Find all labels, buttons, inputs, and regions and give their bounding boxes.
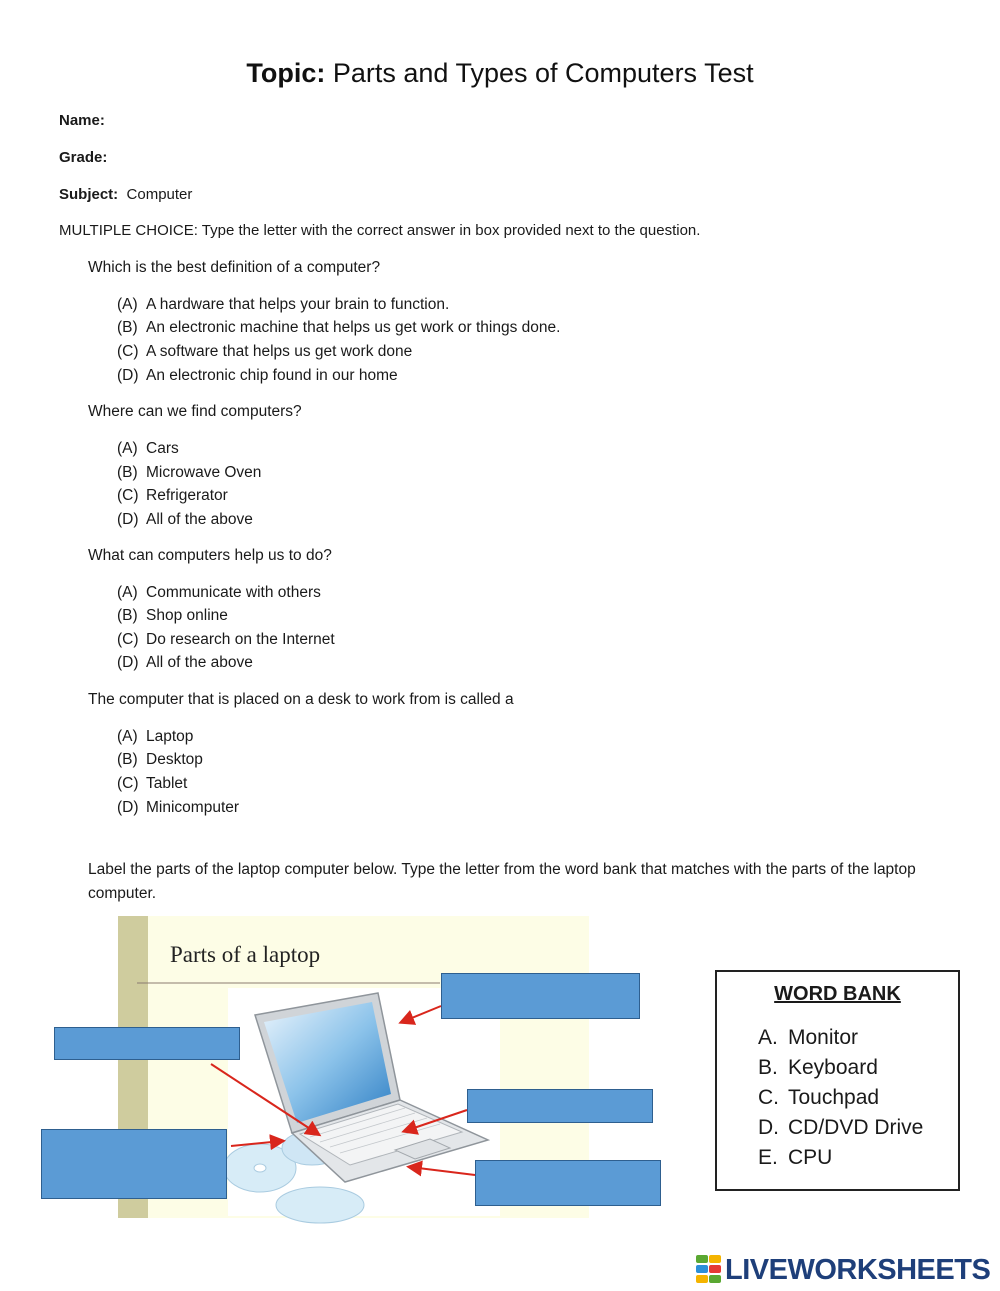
word-bank-letter: E. [758,1146,778,1169]
option-letter: (D) [117,799,139,816]
word-bank-list [758,1023,923,1173]
word-bank [715,970,960,1191]
word-bank-letter: B. [758,1056,778,1079]
answer-box-1[interactable] [441,973,640,1019]
question-2: Where can we find computers? [88,403,302,420]
option-text: Communicate with others [146,584,321,601]
word-bank-text: Touchpad [788,1086,880,1109]
option-letter: (D) [117,511,139,528]
option-letter: (C) [117,775,139,792]
option-text: Minicomputer [146,799,240,816]
question-3: What can computers help us to do? [88,547,332,564]
grade-label: Grade: [59,149,108,166]
option-text: All of the above [146,511,253,528]
title-bold: Topic: [246,58,326,88]
title-rest: Parts and Types of Computers Test [325,58,754,88]
option-text: An electronic machine that helps us get work or things done. [146,319,561,336]
option-letter: (A) [117,584,138,601]
option-text: All of the above [146,654,253,671]
word-bank-item [758,1143,923,1173]
option-letter: (A) [117,440,138,457]
word-bank-text: Keyboard [788,1056,878,1079]
option-letter: (D) [117,654,139,671]
answer-box-4[interactable] [41,1129,227,1199]
option-text: A software that helps us get work done [146,343,413,360]
question-4: The computer that is placed on a desk to work from is called a [88,691,514,708]
subject-value: Computer [126,186,193,203]
option-letter: (A) [117,728,138,745]
option-letter: (C) [117,487,139,504]
word-bank-letter: A. [758,1026,778,1049]
option-letter: (B) [117,319,138,336]
word-bank-item [758,1053,923,1083]
answer-box-3[interactable] [467,1089,653,1123]
word-bank-text: CPU [788,1146,833,1169]
option-text: Cars [146,440,179,457]
option-text: Refrigerator [146,487,228,504]
option-text: Desktop [146,751,203,768]
name-label: Name: [59,112,105,129]
liveworksheets-logo [696,1254,991,1288]
word-bank-item [758,1083,923,1113]
option-text: A hardware that helps your brain to function. [146,296,450,313]
answer-box-5[interactable] [475,1160,661,1206]
option-letter: (C) [117,631,139,648]
disc-icon-3 [276,1187,364,1223]
word-bank-letter: C. [758,1086,779,1109]
word-bank-text: Monitor [788,1026,859,1049]
option-letter: (D) [117,367,139,384]
option-text: Shop online [146,607,228,624]
option-text: Microwave Oven [146,464,262,481]
option-text: An electronic chip found in our home [146,367,398,384]
diagram-title: Parts of a laptop [170,942,321,967]
option-letter: (C) [117,343,139,360]
word-bank-item [758,1023,923,1053]
word-bank-text: CD/DVD Drive [788,1116,924,1139]
question-1: Which is the best definition of a computer? [88,259,381,276]
option-letter: (B) [117,751,138,768]
option-text: Do research on the Internet [146,631,335,648]
instruction: MULTIPLE CHOICE: Type the letter with the correct answer in box provided next to the question. [59,222,701,239]
liveworksheets-logo-icon [696,1255,722,1283]
subject-label: Subject: [59,186,119,203]
option-text: Tablet [146,775,188,792]
label-instruction: Label the parts of the laptop computer below. Type the letter from the word bank that matches with the parts of the laptop computer. [88,861,916,902]
option-letter: (B) [117,607,138,624]
option-letter: (A) [117,296,138,313]
answer-box-2[interactable] [54,1027,240,1060]
option-text: Laptop [146,728,194,745]
word-bank-letter: D. [758,1116,779,1139]
liveworksheets-brand: LIVEWORKSHEETS [725,1254,991,1286]
option-letter: (B) [117,464,138,481]
word-bank-title: WORD BANK [774,983,901,1005]
word-bank-item [758,1113,923,1143]
